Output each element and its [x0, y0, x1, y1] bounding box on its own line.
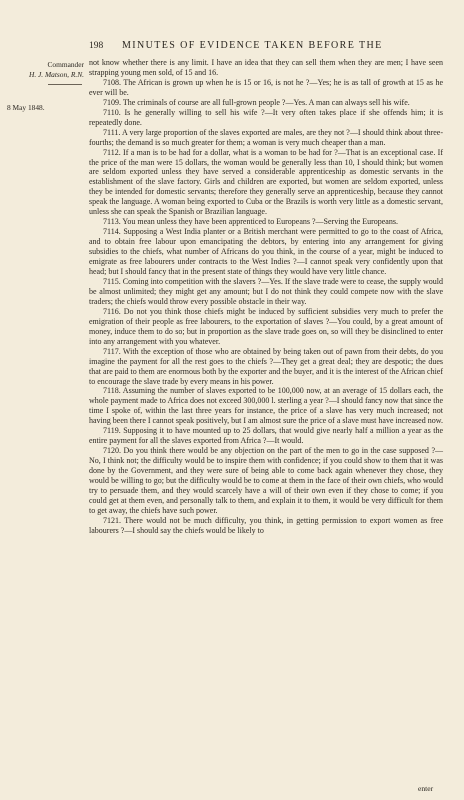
question-7118: 7118. Assuming the number of slaves exported to be 100,000 now, at an average of 15 dollars each, the whole payment made to Africa does not exceed 300,000 l. sterling a year ?—I should fancy now that since the time I spoke of, within the last three years for instance, the price of a slave has very much increased; not having been there I cannot speak positively, but I am almost sure the price of a slave must have increased now. [89, 386, 443, 426]
paragraph-continued: not know whether there is any limit. I have an idea that they can sell them when they are men; I have seen strapping young men sold, of 15 and 16. [89, 58, 443, 77]
margin-note [4, 60, 84, 113]
evidence-date: 8 May 1848. [7, 103, 45, 112]
question-7114: 7114. Supposing a West India planter or a British merchant were permitted to go to the coast of Africa, and to obtain free labour upon emancipating the debtors, by entering into any arrangement for giving subsidies to the chiefs, what number of Africans do you think, in the course of a year, might be induced to emigrate as free labourers under contracts to the West Indies ?—I cannot speak very confidently upon that head; but I should fancy that in the present state of things they would have very little chance. [89, 227, 443, 277]
question-7108: 7108. The African is grown up when he is 15 or 16, is not he ?—Yes; he is as tall of growth at 15 as he ever will be. [89, 77, 443, 97]
question-7113: 7113. You mean unless they have been apprenticed to Europeans ?—Serving the Europeans. [103, 217, 398, 227]
catchword: enter [418, 784, 434, 793]
question-7112: 7112. If a man is to be had for a dollar, what is a woman to be had for ?—That is an exceptional case. If the price of the man were 15 dollars, the woman would be generally less than 10, I should think; but women are seldom exported unless they have served a considerable apprenticeship as domestic servants in the establishment of the slave factory. Girls and children are exported, but women are seldom exported, unless they be intended for domestic servants; therefore they generally serve an apprenticeship, because they cannot speak the language. A woman being exported to Cuba or the Brazils is worth very little as a domestic servant, unless she can speak the Spanish or Brazilian language. [89, 147, 443, 217]
margin-rule [48, 84, 82, 85]
witness-name: H. J. Matson, R.N. [28, 70, 84, 79]
witness-rank: Commander [47, 60, 84, 69]
running-title: MINUTES OF EVIDENCE TAKEN BEFORE THE [122, 40, 383, 51]
question-7116: 7116. Do not you think those chiefs might be induced by sufficient subsidies very much to prefer the emigration of their people as free labourers, to the exportation of slaves ?—You could, by a great amount of money, induce them to do so; but in proportion as the slave trade goes on, so will they be disinclined to enter into any arrangement with you whatever. [89, 306, 443, 346]
question-7109: 7109. The criminals of course are all full-grown people ?—Yes. A man can always sell his wife. [103, 97, 410, 107]
question-7111: 7111. A very large proportion of the slaves exported are males, are they not ?—I should think about three-fourths; the demand is so much greater for them; a woman is very much cheaper than a man. [89, 127, 443, 147]
page-number: 198 [89, 41, 104, 51]
question-7117: 7117. With the exception of those who are obtained by being taken out of pawn from their debts, do you imagine the payment for all the rest goes to the chiefs ?—They get a great deal; they are despotic; the dues that are paid to them are enormous both by the exporter and the buyer, and it is the interest of the African chief to encourage the slave trade by every means in his power. [89, 346, 444, 386]
question-7121: 7121. There would not be much difficulty, you think, in getting permission to export women as free labourers ?—I should say the chiefs would be likely to [89, 515, 443, 535]
question-7120: 7120. Do you think there would be any objection on the part of the men to go in the case supposed ?—No, I think not; the difficulty would be to inspire them with confidence; if you could show to them that it was done by the Government, and they were sure of being able to come back again whenever they chose, they would be willing to go; but the difficulty would be to come at them in the face of their own chiefs, who would try to persuade them, and they would scarcely have a will of their own even if they chose to come; if you could get at them even, and personally talk to them, and explain it to them, it would be very difficult for them to get away, the chiefs have such power. [89, 446, 443, 515]
question-7115: 7115. Coming into competition with the slavers ?—Yes. If the slave trade were to cease, the supply would be almost unlimited; they might get any amount; but I do not think they could compete now with the slave traders; the chiefs would throw every possible obstacle in their way. [89, 276, 443, 306]
evidence-text [89, 58, 443, 536]
question-7110: 7110. Is he generally willing to sell his wife ?—It very often takes place if she offends him; it is repeatedly done. [89, 107, 443, 127]
question-7119: 7119. Supposing it to have mounted up to 25 dollars, that would give nearly half a million a year as the entire payment for all the slaves exported from Africa ?—It would. [89, 426, 443, 446]
